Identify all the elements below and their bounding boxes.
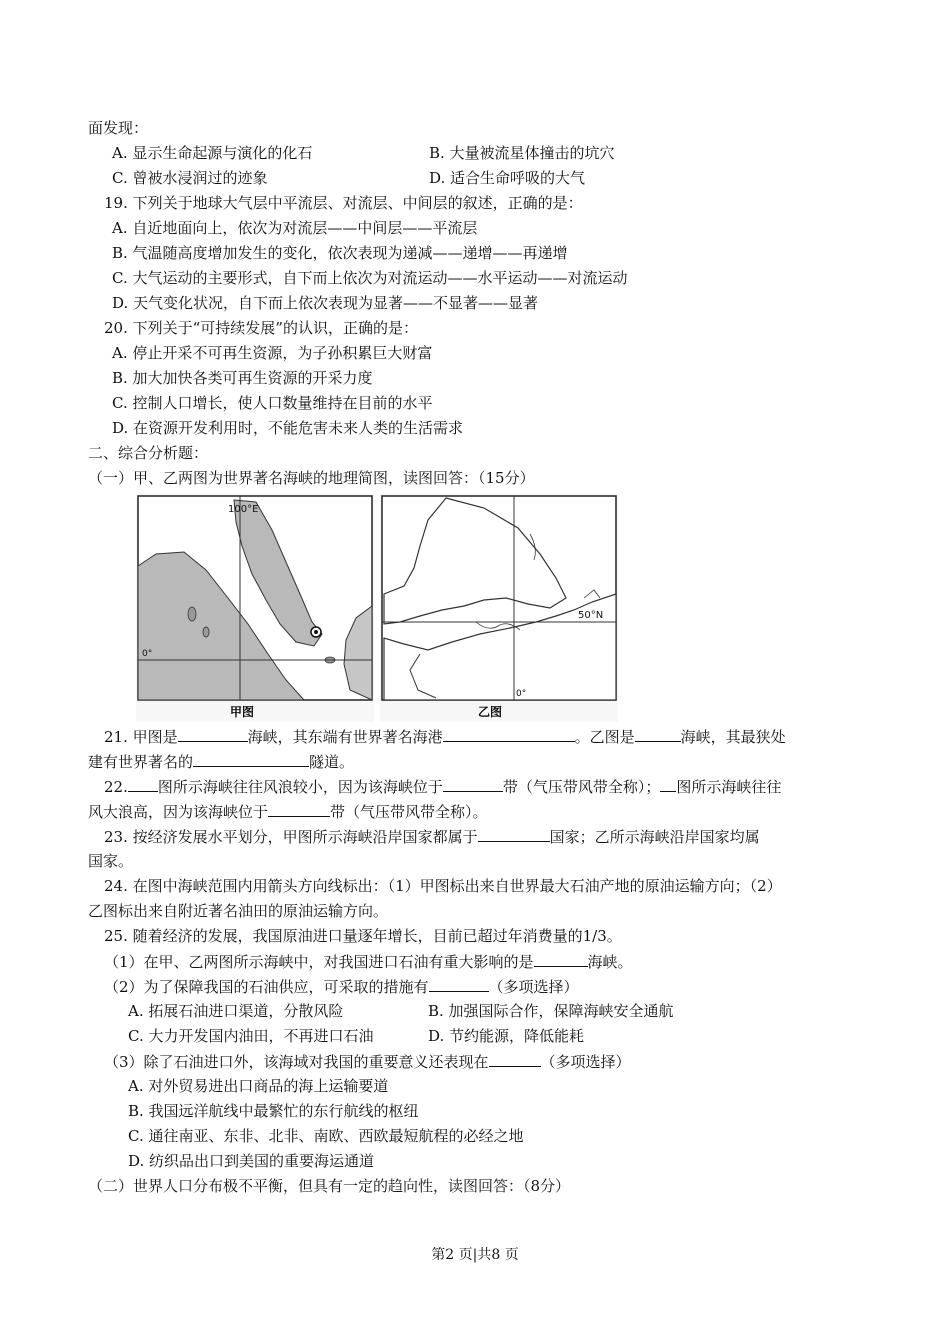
strait-maps xyxy=(136,494,618,722)
option-b: B. 气温随高度增加发生的变化，依次表现为递减——递增——再递增 xyxy=(112,244,568,262)
map-jia xyxy=(136,494,374,722)
map-lon-label: 0° xyxy=(516,689,527,699)
map-caption: 甲图 xyxy=(230,705,255,719)
q25-text: （2）为了保障我国的石油供应，可采取的措施有 xyxy=(104,978,429,996)
q23-text: 23. 按经济发展水平划分，甲图所示海峡沿岸国家都属于 xyxy=(104,828,478,846)
map-lon-label: 100°E xyxy=(228,504,259,515)
answer-blank[interactable] xyxy=(660,776,676,792)
q21-text: 21. 甲图是 xyxy=(104,728,178,746)
q25-text: （多项选择） xyxy=(540,1053,631,1071)
q22-text: 图所示海峡往往风浪较小，因为该海峡位于 xyxy=(157,778,443,796)
q22-text: 22. xyxy=(104,778,128,796)
option-a: A. 拓展石油进口渠道，分散风险 xyxy=(128,1002,344,1020)
q25-text: 海峡。 xyxy=(587,953,633,971)
q22-text: 带（气压带风带全称）； xyxy=(502,778,661,796)
q23-text: 国家；乙所示海峡沿岸国家均属 xyxy=(549,828,760,846)
option-d: D. 纺织品出口到美国的重要海运通道 xyxy=(128,1152,375,1170)
question-22 xyxy=(104,776,781,797)
q21-text: 隧道。 xyxy=(309,753,355,771)
option-c: C. 大气运动的主要形式，自下而上依次为对流运动——水平运动——对流运动 xyxy=(112,269,628,287)
map-yi-drawing xyxy=(380,494,618,722)
option-d: D. 适合生命呼吸的大气 xyxy=(429,169,586,187)
section-heading: 二、综合分析题： xyxy=(88,444,209,462)
question-25-1 xyxy=(104,951,633,972)
answer-blank[interactable] xyxy=(429,976,489,992)
answer-blank[interactable] xyxy=(635,726,681,742)
q25-text: （3）除了石油进口外，该海域对我国的重要意义还表现在 xyxy=(104,1053,489,1071)
question-19: 19. 下列关于地球大气层中平流层、对流层、中间层的叙述，正确的是： xyxy=(104,194,583,212)
option-a: A. 显示生命起源与演化的化石 xyxy=(112,144,313,162)
option-d: D. 天气变化状况，自下而上依次表现为显著——不显著——显著 xyxy=(112,294,539,312)
question-25: 25. 随着经济的发展，我国原油进口量逐年增长，目前已超过年消费量的1/3。 xyxy=(104,927,622,945)
option-a: A. 对外贸易进出口商品的海上运输要道 xyxy=(128,1077,389,1095)
page-footer: 第2 页|共8 页 xyxy=(431,1247,519,1263)
answer-blank[interactable] xyxy=(443,726,575,742)
answer-blank[interactable] xyxy=(478,826,550,842)
question-21-cont xyxy=(88,751,354,772)
q21-text: 建有世界著名的 xyxy=(88,753,194,771)
option-a: A. 自近地面向上，依次为对流层——中间层——平流层 xyxy=(112,219,478,237)
question-23-cont: 国家。 xyxy=(88,852,134,870)
question-21 xyxy=(104,726,786,747)
answer-blank[interactable] xyxy=(443,776,503,792)
q22-text: 图所示海峡往往 xyxy=(676,778,782,796)
option-c: C. 控制人口增长，使人口数量维持在目前的水平 xyxy=(112,394,433,412)
answer-blank[interactable] xyxy=(178,726,248,742)
question-25-3 xyxy=(104,1051,631,1072)
answer-blank[interactable] xyxy=(193,751,309,767)
option-c: C. 曾被水浸润过的迹象 xyxy=(112,169,268,187)
option-d: D. 在资源开发利用时，不能危害未来人类的生活需求 xyxy=(112,419,464,437)
q22-text: 风大浪高，因为该海峡位于 xyxy=(88,803,269,821)
option-b: B. 大量被流星体撞击的坑穴 xyxy=(429,144,615,162)
answer-blank[interactable] xyxy=(489,1051,541,1067)
part-heading: （一）甲、乙两图为世界著名海峡的地理简图，读图回答：（15分） xyxy=(88,469,535,487)
q21-text: 海峡，其东端有世界著名海港 xyxy=(247,728,443,746)
part-heading: （二）世界人口分布极不平衡，但具有一定的趋向性，读图回答：（8分） xyxy=(88,1177,571,1195)
option-b: B. 加大加快各类可再生资源的开采力度 xyxy=(112,369,373,387)
q22-text: 带（气压带风带全称）。 xyxy=(330,803,488,821)
q21-text: 。乙图是 xyxy=(574,728,635,746)
option-b: B. 我国远洋航线中最繁忙的东行航线的枢纽 xyxy=(128,1102,419,1120)
text-line: 面发现： xyxy=(88,119,149,137)
option-a: A. 停止开采不可再生资源，为子孙积累巨大财富 xyxy=(112,344,433,362)
answer-blank[interactable] xyxy=(268,801,330,817)
q21-text: 海峡，其最狭处 xyxy=(680,728,786,746)
option-d: D. 节约能源，降低能耗 xyxy=(428,1027,585,1045)
question-23 xyxy=(104,826,760,847)
question-20: 20. 下列关于“可持续发展”的认识，正确的是： xyxy=(104,319,418,337)
question-22-cont xyxy=(88,801,488,822)
map-caption: 乙图 xyxy=(478,705,503,719)
option-b: B. 加强国际合作，保障海峡安全通航 xyxy=(428,1002,674,1020)
option-c: C. 大力开发国内油田，不再进口石油 xyxy=(128,1027,374,1045)
map-jia-drawing xyxy=(136,494,374,722)
answer-blank[interactable] xyxy=(534,951,588,967)
map-yi xyxy=(380,494,618,722)
question-25-2 xyxy=(104,976,579,997)
q25-text: （多项选择） xyxy=(488,978,579,996)
question-24: 24. 在图中海峡范围内用箭头方向线标出：（1）甲图标出来自世界最大石油产地的原油运输方向；（2） xyxy=(104,877,782,895)
option-c: C. 通往南亚、东非、北非、南欧、西欧最短航程的必经之地 xyxy=(128,1127,524,1145)
answer-blank[interactable] xyxy=(128,776,158,792)
map-lat-label: 0° xyxy=(142,649,153,659)
q25-text: （1）在甲、乙两图所示海峡中，对我国进口石油有重大影响的是 xyxy=(104,953,534,971)
map-lat-label: 50°N xyxy=(578,610,604,621)
question-24-cont: 乙图标出来自附近著名油田的原油运输方向。 xyxy=(88,902,389,920)
